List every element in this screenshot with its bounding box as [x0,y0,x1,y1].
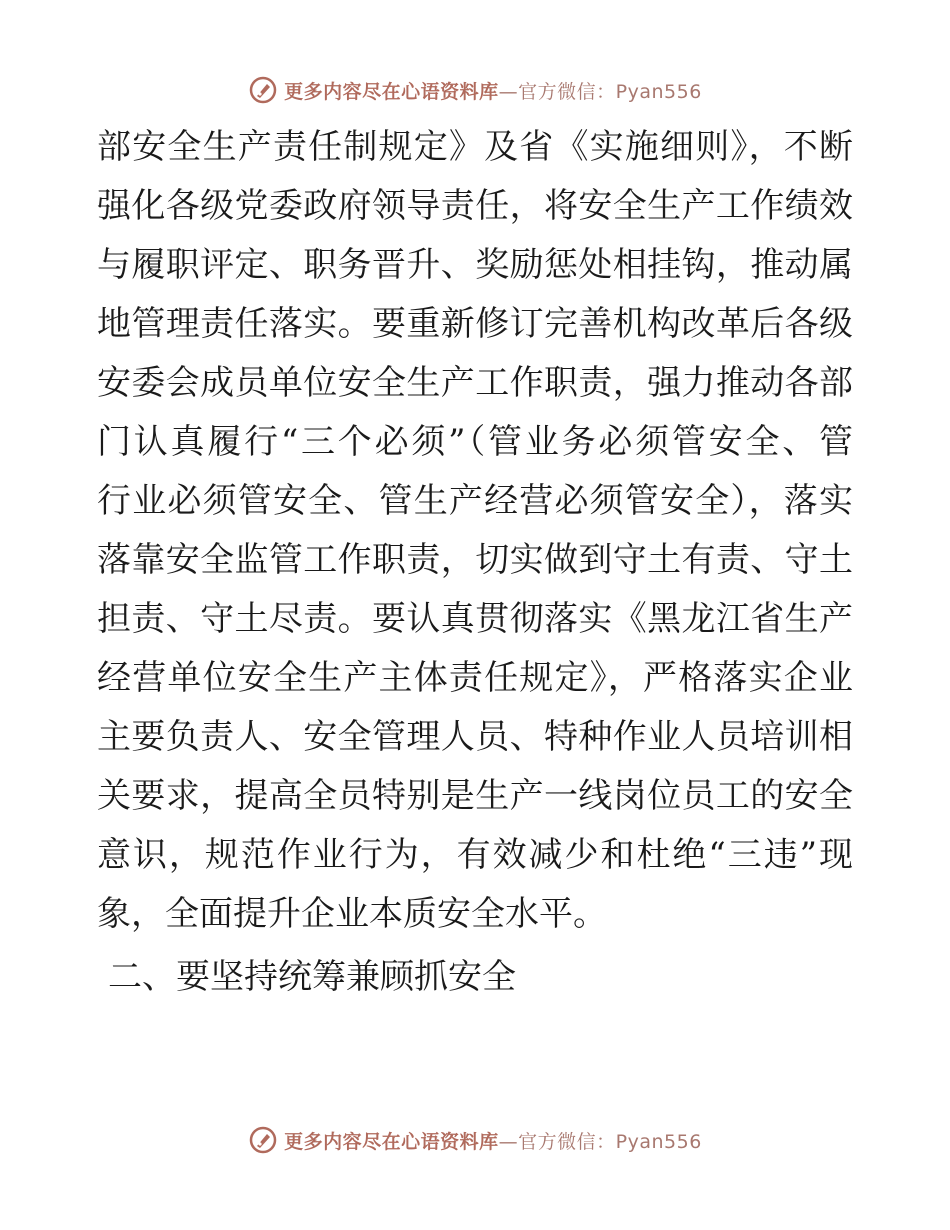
pen-nib-seal-icon [248,1125,278,1155]
watermark-text [284,1127,702,1154]
body-line: 象，全面提升企业本质安全水平。 [97,894,607,934]
body-line: 经营单位安全生产主体责任规定》，严格落实企业 [97,658,853,698]
body-line: 地管理责任落实。要重新修订完善机构改革后各级 [97,304,853,344]
body-line: 关要求，提高全员特别是生产一线岗位员工的安全 [97,776,853,816]
watermark-text [284,77,702,104]
watermark-bold-text: 更多内容尽在心语资料库 [284,1130,499,1153]
body-line: 强化各级党委政府领导责任，将安全生产工作绩效 [97,186,853,226]
body-line: 落靠安全监管工作职责，切实做到守土有责、守土 [97,540,853,580]
pen-nib-seal-icon [248,75,278,105]
section-heading: 二、要坚持统筹兼顾抓安全 [108,957,516,997]
body-line: 主要负责人、安全管理人员、特种作业人员培训相 [97,717,853,757]
body-line: 意识，规范作业行为，有效减少和杜绝“三违”现 [97,835,853,875]
body-line: 安委会成员单位安全生产工作职责，强力推动各部 [97,363,853,403]
body-line: 门认真履行“三个必须”（管业务必须管安全、管 [97,422,853,462]
body-line: 担责、守土尽责。要认真贯彻落实《黑龙江省生产 [97,599,853,639]
footer-watermark [0,1122,950,1158]
watermark-bold-text: 更多内容尽在心语资料库 [284,80,499,103]
body-line: 与履职评定、职务晋升、奖励惩处相挂钩，推动属 [97,245,853,285]
watermark-rest-text: —官方微信：Pyan556 [498,80,702,103]
watermark-rest-text: —官方微信：Pyan556 [498,1130,702,1153]
body-line: 部安全生产责任制规定》及省《实施细则》，不断 [97,127,853,167]
body-line: 行业必须管安全、管生产经营必须管安全），落实 [97,481,853,521]
header-watermark [0,72,950,108]
body-text [97,118,853,944]
